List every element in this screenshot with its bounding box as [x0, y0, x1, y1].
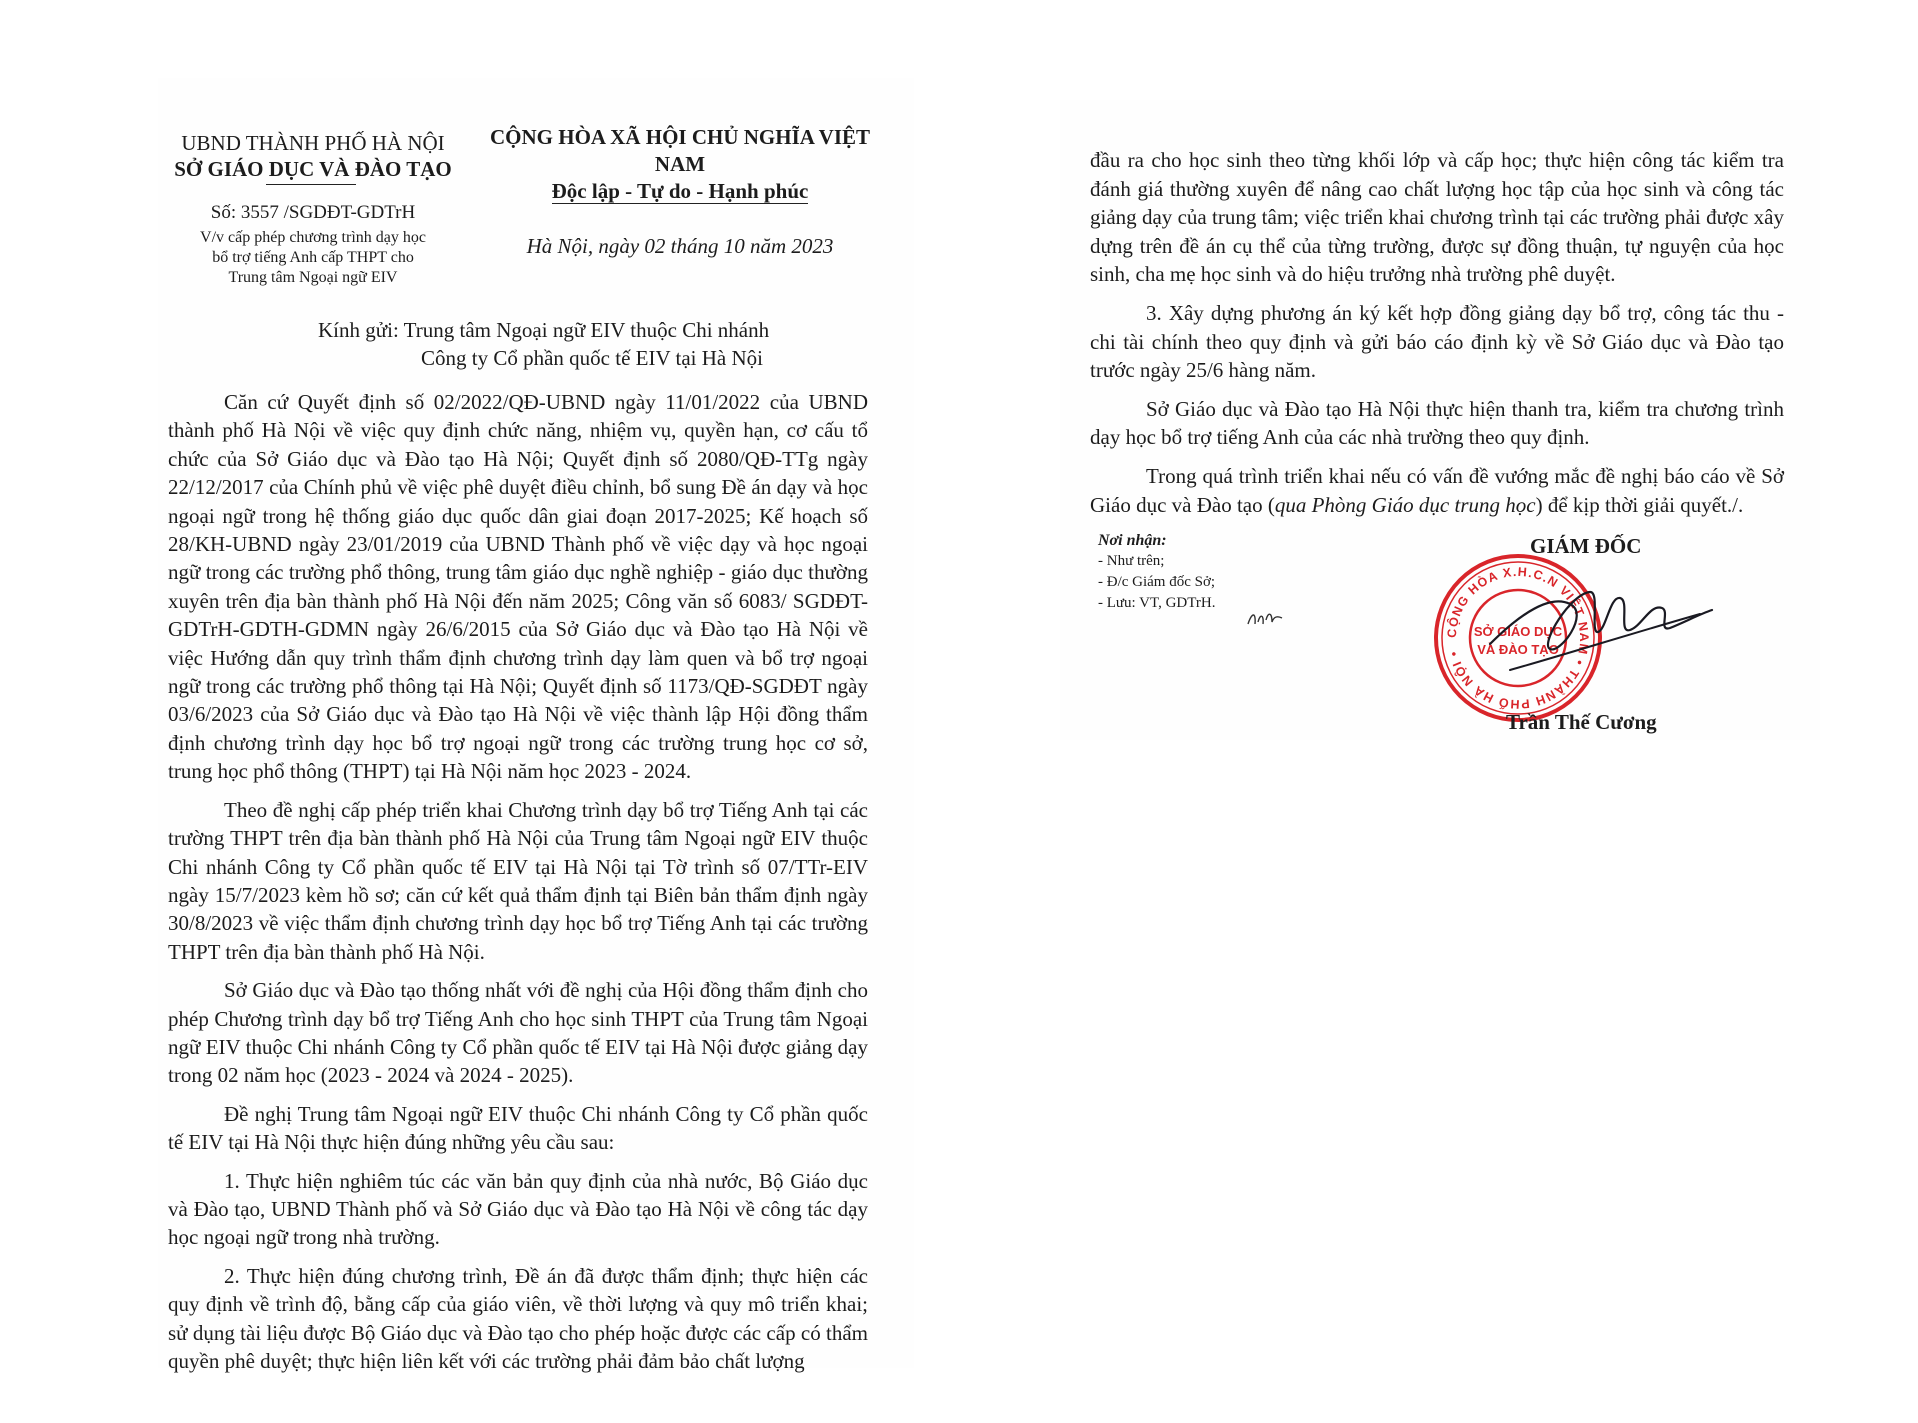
recipients-item: - Lưu: VT, GDTrH. — [1098, 595, 1216, 611]
dateline: Hà Nội, ngày 02 tháng 10 năm 2023 — [526, 234, 834, 258]
body-paragraph: 3. Xây dựng phương án ký kết hợp đồng giảng dạy bổ trợ, công tác thu - chi tài chính theo quy định và gửi báo cáo định kỳ về Sở Giáo dục và Đào tạo trước ngày 25/6 hàng năm. — [1090, 300, 1784, 383]
closing-paragraph — [1090, 462, 1784, 519]
seal-center-text: SỞ GIÁO DỤC — [1473, 624, 1563, 639]
recipient-line: Kính gửi: Trung tâm Ngoại ngữ EIV thuộc Chi nhánh — [318, 318, 770, 342]
body-paragraph: Theo đề nghị cấp phép triển khai Chương trình dạy bổ trợ Tiếng Anh tại các trường THPT trên địa bàn thành phố Hà Nội của Trung tâm Ngoại ngữ EIV thuộc Chi nhánh Công ty Cổ phần quốc tế EIV tại Hà Nội tại Tờ trình số 07/TTr-EIV ngày 15/7/2023 kèm hồ sơ; căn cứ kết quả thẩm định tại Biên bản thẩm định ngày 30/8/2023 về việc thẩm định chương trình dạy học bổ trợ Tiếng Anh tại các trường THPT trên địa bàn thành phố Hà Nội. — [168, 797, 868, 964]
handwritten-initials — [1246, 606, 1286, 630]
header-underline — [266, 184, 356, 185]
recipients-list — [1098, 530, 1215, 614]
recipient-line: Công ty Cổ phần quốc tế EIV tại Hà Nội — [421, 346, 763, 370]
document-number: Số: 3557 /SGDĐT-GDTrH — [210, 202, 416, 223]
body-paragraph: đầu ra cho học sinh theo từng khối lớp và cấp học; thực hiện công tác kiểm tra đánh giá thường xuyên để nâng cao chất lượng học tập của học sinh và công tác giảng dạy của trung tâm; việc triển khai chương trình tại các trường phải được xây dựng trên đề án cụ thể của từng trường, được sự đồng thuận, tự nguyện của học sinh, cha mẹ học sinh và do hiệu trưởng nhà trường phê duyệt. — [1090, 148, 1784, 287]
body-left-column — [168, 388, 868, 1385]
nation-name: CỘNG HÒA XÃ HỘI CHỦ NGHĨA VIỆT NAM — [490, 125, 870, 176]
seal-ring-text: CỘNG HÒA X.H.C.N VIỆT NAM • THÀNH PHỐ HÀ NỘI • — [1444, 564, 1592, 712]
closing-text: Trong quá trình triển khai nếu có vấn đề vướng mắc đề nghị báo cáo về Sở Giáo dục và Đào tạo ( — [1090, 463, 1784, 517]
signatory-name: Trần Thế Cương — [1506, 710, 1657, 734]
body-paragraph: Căn cứ Quyết định số 02/2022/QĐ-UBND ngày 11/01/2022 của UBND thành phố Hà Nội về việc quy định chức năng, nhiệm vụ, quyền hạn, cơ cấu tổ chức của Sở Giáo dục và Đào tạo Hà Nội; Quyết định số 2080/QĐ-TTg ngày 22/12/2017 của Chính phủ về việc phê duyệt điều chỉnh, bổ sung Đề án dạy và học ngoại ngữ trong hệ thống giáo dục quốc dân giai đoạn 2017-2025; Kế hoạch số 28/KH-UBND ngày 23/01/2019 của UBND Thành phố về việc dạy và học ngoại ngữ trong các trường phổ thông, trung tâm giáo dục nghề nghiệp - giáo dục thường xuyên trên địa bàn thành phố Hà Nội đến năm 2025; Công văn số 6083/ SGDĐT-GDTrH-GDTH-GDMN ngày 26/6/2015 của Sở Giáo dục và Đào tạo Hà Nội về việc Hướng dẫn quy trình thẩm định chương trình dạy làm quen và bổ trợ ngoại ngữ trong các trường phổ thông tại Hà Nội; Quyết định số 1173/QĐ-SGDĐT ngày 03/6/2023 của Sở Giáo dục và Đào tạo Hà Nội về việc thành lập Hội đồng thẩm định chương trình dạy học bổ trợ ngoại ngữ trong các trường trung học cơ sở, trung học phổ thông (THPT) tại Hà Nội năm học 2023 - 2024. — [168, 390, 868, 784]
body-paragraph: Sở Giáo dục và Đào tạo Hà Nội thực hiện thanh tra, kiểm tra chương trình dạy học bổ trợ tiếng Anh của các nhà trường theo quy định. — [1090, 396, 1784, 450]
recipient-block — [318, 316, 769, 372]
body-right-column — [1090, 146, 1784, 529]
body-paragraph: Sở Giáo dục và Đào tạo thống nhất với đề nghị của Hội đồng thẩm định cho phép Chương trình dạy bổ trợ Tiếng Anh cho học sinh THPT của Trung tâm Ngoại ngữ EIV thuộc Chi nhánh Công ty Cổ phần quốc tế EIV tại Hà Nội được giảng dạy trong 02 năm học (2023 - 2024 và 2024 - 2025). — [168, 978, 868, 1088]
subject-line: Trung tâm Ngoại ngữ EIV — [228, 269, 398, 286]
closing-text: ) để kịp thời giải quyết./. — [1535, 492, 1744, 517]
issuer-block — [158, 130, 468, 288]
recipients-item: - Đ/c Giám đốc Sở; — [1098, 574, 1216, 590]
body-paragraph: Đề nghị Trung tâm Ngoại ngữ EIV thuộc Chi nhánh Công ty Cổ phần quốc tế EIV tại Hà Nội thực hiện đúng những yêu cầu sau: — [168, 1101, 868, 1155]
handwritten-signature — [1480, 574, 1720, 684]
closing-italic: qua Phòng Giáo dục trung học — [1274, 492, 1536, 517]
signatory-title: GIÁM ĐỐC — [1530, 534, 1642, 558]
document-subject — [158, 228, 468, 288]
national-motto: Độc lập - Tự do - Hạnh phúc — [551, 179, 809, 203]
subject-line: bổ trợ tiếng Anh cấp THPT cho — [212, 249, 414, 266]
issuing-department: SỞ GIÁO DỤC VÀ ĐÀO TẠO — [174, 157, 452, 181]
recipients-item: - Như trên; — [1098, 553, 1165, 569]
issuing-agency: UBND THÀNH PHỐ HÀ NỘI — [181, 131, 445, 155]
subject-line: V/v cấp phép chương trình dạy học — [200, 229, 426, 246]
recipients-title: Nơi nhận: — [1098, 532, 1167, 549]
national-header — [470, 124, 890, 260]
body-paragraph: 1. Thực hiện nghiêm túc các văn bản quy định của nhà nước, Bộ Giáo dục và Đào tạo, UBND Thành phố và Sở Giáo dục và Đào tạo Hà Nội về công tác dạy học ngoại ngữ trong nhà trường. — [168, 1168, 868, 1250]
seal-center-text: VÀ ĐÀO TẠO — [1477, 642, 1559, 657]
body-paragraph: 2. Thực hiện đúng chương trình, Đề án đã được thẩm định; thực hiện các quy định về trình độ, bằng cấp của giáo viên, về thời lượng và quy mô triển khai; sử dụng tài liệu được Bộ Giáo dục và Đào tạo cho phép hoặc được các cấp có thẩm quyền phê duyệt; thực hiện liên kết với các trường phải đảm bảo chất lượng — [168, 1263, 868, 1373]
